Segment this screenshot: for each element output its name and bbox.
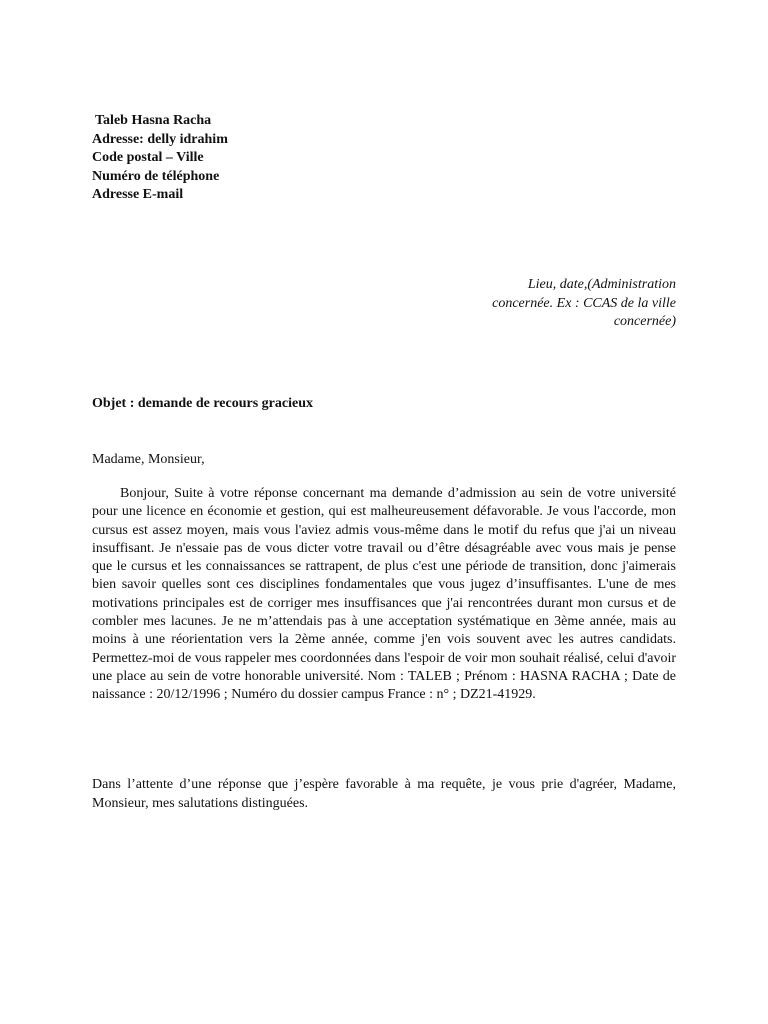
recipient-line-1: Lieu, date,(Administration [527, 277, 676, 292]
sender-phone: Numéro de téléphone [92, 168, 220, 184]
sender-email: Adresse E-mail [92, 187, 184, 202]
letter-object: Objet : demande de recours gracieux [92, 396, 313, 411]
letter-salutation: Madame, Monsieur, [92, 452, 205, 467]
letter-closing: Dans l’attente d’une réponse que j’espère favorable à ma requête, je vous prie d'agréer, Madame, Monsieur, mes salutations distinguées. [92, 777, 676, 811]
recipient-line-2: concernée. Ex : CCAS de la ville [492, 295, 676, 311]
sender-address: Adresse: delly idrahim [92, 131, 228, 147]
letter-body: Bonjour, Suite à votre réponse concernant ma demande d’admission au sein de votre université pour une licence en économie et gestion, qui est malheureusement défavorable. Je vous l'accorde, mon cursus est assez moyen, mais vous l'aviez admis vous-même dans le motif du refus que j'ai un niveau insuffisant. Je n'essaie pas de vous dicter votre travail ou d’être désagréable avec vous mais je pense que le cursus et les connaissances se rattrapent, de plus c'est une période de transition, donc j'aimerais bien savoir quelles sont ces disciplines fondamentales que vous jugez d’insuffisantes. L'une de mes motivations principales est de corriger mes insuffisances que j'ai rencontrées durant mon cursus et de combler mes lacunes. Je ne m’attendais pas à une acceptation systématique en 3ème année, mais au moins à une réorientation vers la 2ème année, comme j'en vois souvent avec les autres candidats. Permettez-moi de vous rappeler mes coordonnées dans l'espoir de voir mon souhait réalisé, celui d'avoir une place au sein de votre honorable université. Nom : TALEB ; Prénom : HASNA RACHA ; Date de naissance : 20/12/1996 ; Numéro du dossier campus France : n° ; DZ21-41929. [92, 486, 676, 703]
sender-name: Taleb Hasna Racha [95, 113, 212, 128]
sender-block [92, 112, 392, 205]
recipient-block [460, 276, 676, 332]
sender-postal-city: Code postal – Ville [92, 150, 204, 165]
recipient-line-3: concernée) [613, 314, 676, 329]
